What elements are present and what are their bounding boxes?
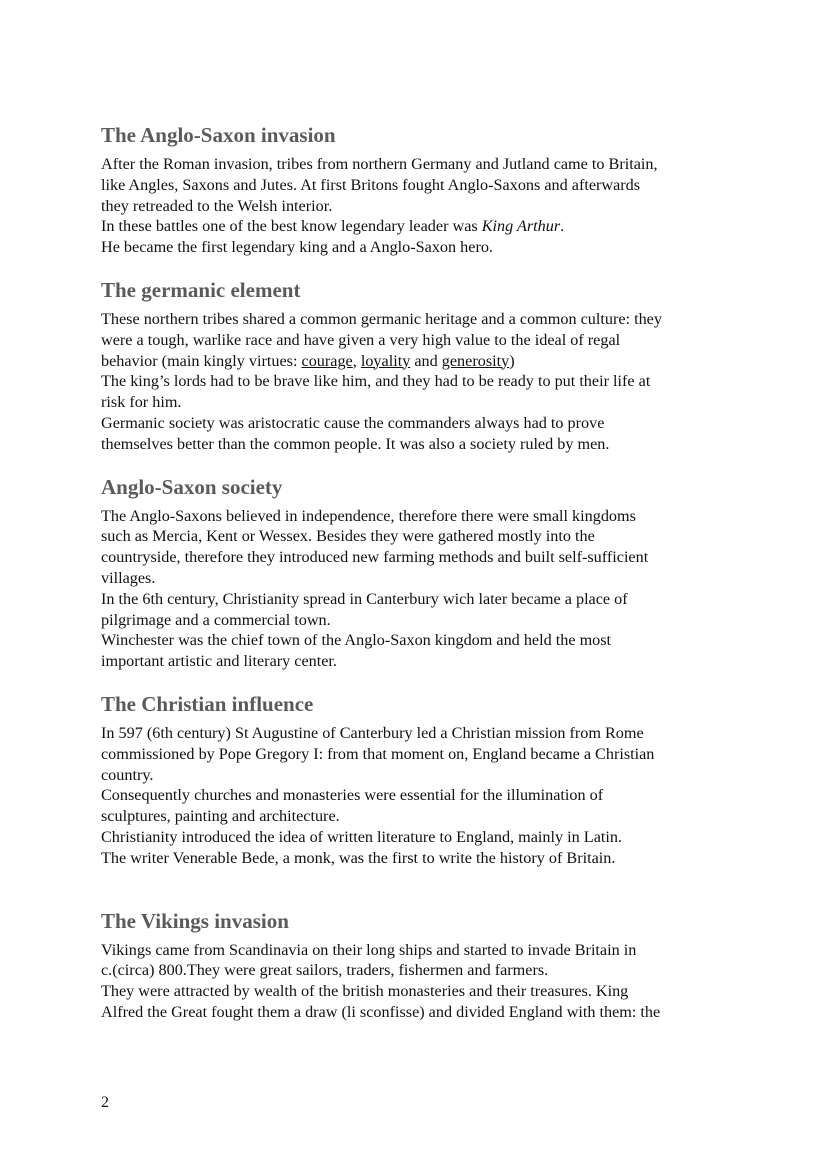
- italic-name-king-arthur: King Arthur: [481, 217, 561, 236]
- text-line: The king’s lords had to be brave like him, and they had to be ready to put their life at: [101, 372, 651, 391]
- section-paragraph: [101, 309, 741, 455]
- text-line: themselves better than the common people. It was also a society ruled by men.: [101, 434, 610, 453]
- section-paragraph: [101, 723, 741, 869]
- document-body: [101, 122, 741, 1023]
- section-heading: Anglo-Saxon society: [101, 474, 283, 499]
- text-line: [101, 216, 741, 237]
- text-line: In 597 (6th century) St Augustine of Canterbury led a Christian mission from Rome: [101, 723, 644, 742]
- page-number: 2: [101, 1094, 109, 1111]
- section-heading: The Anglo-Saxon invasion: [101, 123, 336, 147]
- text-line: country.: [101, 765, 154, 784]
- section-paragraph: [101, 154, 741, 258]
- text-line: The writer Venerable Bede, a monk, was the first to write the history of Britain.: [101, 848, 616, 867]
- text-line: Alfred the Great fought them a draw (li sconfisse) and divided England with them: the: [101, 1002, 661, 1021]
- text-fragment: In these battles one of the best know legendary leader was: [101, 217, 482, 236]
- text-line: like Angles, Saxons and Jutes. At first Britons fought Anglo-Saxons and afterwards: [101, 175, 641, 194]
- text-fragment: ,: [352, 351, 361, 370]
- text-line: [101, 351, 741, 372]
- text-line: sculptures, painting and architecture.: [101, 807, 340, 826]
- text-line: The Anglo-Saxons believed in independence, therefore there were small kingdoms: [101, 506, 636, 525]
- underlined-word-loyality: loyality: [360, 351, 411, 370]
- text-fragment: .: [560, 217, 565, 236]
- text-line: Christianity introduced the idea of written literature to England, mainly in Latin.: [101, 827, 623, 846]
- text-line: These northern tribes shared a common germanic heritage and a common culture: they: [101, 309, 662, 328]
- section-vikings-invasion: [101, 908, 741, 1023]
- text-line: villages.: [101, 568, 156, 587]
- section-heading: The germanic element: [101, 277, 301, 302]
- text-line: They were attracted by wealth of the british monasteries and their treasures. King: [101, 982, 629, 1001]
- text-line: Consequently churches and monasteries were essential for the illumination of: [101, 786, 604, 805]
- text-line: Vikings came from Scandinavia on their long ships and started to invade Britain in: [101, 940, 637, 959]
- text-fragment: ): [509, 351, 515, 370]
- section-paragraph: [101, 506, 741, 672]
- section-christian-influence: [101, 691, 741, 869]
- text-line: countryside, therefore they introduced new farming methods and built self-sufficient: [101, 548, 649, 567]
- text-line: they retreaded to the Welsh interior.: [101, 196, 333, 215]
- text-line: Winchester was the chief town of the Anglo-Saxon kingdom and held the most: [101, 631, 612, 650]
- text-line: After the Roman invasion, tribes from northern Germany and Jutland came to Britain,: [101, 155, 658, 173]
- section-heading: The Vikings invasion: [101, 908, 289, 933]
- text-line: pilgrimage and a commercial town.: [101, 610, 331, 629]
- section-heading: The Christian influence: [101, 691, 314, 716]
- text-line: In the 6th century, Christianity spread in Canterbury wich later became a place of: [101, 589, 628, 608]
- text-fragment: behavior (main kingly virtues:: [101, 351, 302, 370]
- text-line: Germanic society was aristocratic cause the commanders always had to prove: [101, 413, 605, 432]
- text-line: risk for him.: [101, 393, 182, 412]
- text-line: important artistic and literary center.: [101, 652, 337, 671]
- underlined-word-generosity: generosity: [441, 351, 510, 370]
- text-line: were a tough, warlike race and have given a very high value to the ideal of regal: [101, 330, 621, 349]
- text-line: c.(circa) 800.They were great sailors, traders, fishermen and farmers.: [101, 961, 549, 980]
- underlined-word-courage: courage: [301, 351, 353, 370]
- text-fragment: and: [410, 351, 442, 370]
- text-line: such as Mercia, Kent or Wessex. Besides they were gathered mostly into the: [101, 527, 595, 546]
- text-line: He became the first legendary king and a Anglo-Saxon hero.: [101, 238, 493, 257]
- section-germanic-element: [101, 277, 741, 455]
- text-line: commissioned by Pope Gregory I: from that moment on, England became a Christian: [101, 744, 655, 763]
- section-anglo-saxon-invasion: [101, 122, 741, 258]
- section-anglo-saxon-society: [101, 474, 741, 672]
- section-paragraph: [101, 940, 741, 1023]
